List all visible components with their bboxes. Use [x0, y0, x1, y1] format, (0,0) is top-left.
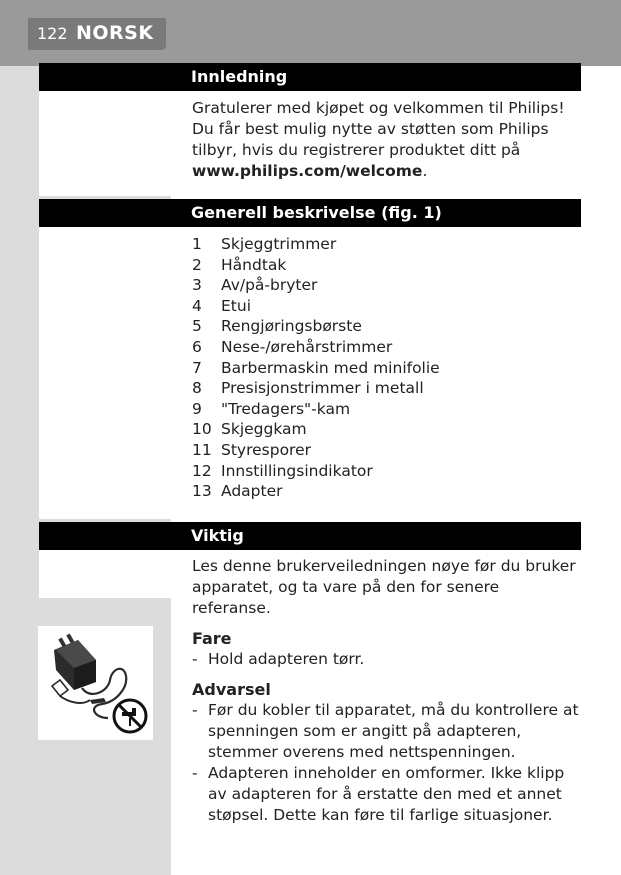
- list-item-label: Barbermaskin med minifolie: [221, 358, 440, 377]
- intro-text-end: .: [422, 162, 428, 180]
- list-item: [192, 419, 582, 440]
- list-item-number: 7: [192, 358, 202, 377]
- section-title-important: Viktig: [191, 526, 244, 545]
- important-content: [192, 556, 582, 826]
- section-bar-intro: [39, 63, 581, 91]
- parts-list: [192, 234, 582, 502]
- bullet-item: [192, 649, 582, 670]
- list-item-label: "Tredagers"-kam: [221, 399, 351, 418]
- list-item-label: Nese-/ørehårstrimmer: [221, 337, 393, 356]
- intro-paragraph: [192, 98, 582, 182]
- philips-link[interactable]: www.philips.com/welcome: [192, 162, 423, 180]
- bullet-dash: -: [192, 764, 198, 782]
- list-item: [192, 255, 582, 276]
- bullet-text: Før du kobler til apparatet, må du kontrollere at spenningen som er angitt på adapteren, stemmer overens med nettspenningen.: [208, 701, 579, 761]
- list-item-label: Skjeggkam: [221, 420, 307, 439]
- list-item-number: 2: [192, 255, 202, 274]
- list-item-number: 4: [192, 296, 202, 315]
- list-item: [192, 461, 582, 482]
- danger-list: [192, 649, 582, 670]
- bullet-dash: -: [192, 650, 198, 668]
- list-item-label: Rengjøringsbørste: [221, 317, 362, 336]
- list-item-label: Håndtak: [221, 255, 287, 274]
- bullet-text: Adapteren inneholder en omformer. Ikke klipp av adapteren for å erstatte den med et annet støpsel. Dette kan føre til farlige situasjoner.: [208, 764, 565, 824]
- intro-text: Gratulerer med kjøpet og velkommen til Philips! Du får best mulig nytte av støtten som Philips tilbyr, hvis du registrerer produktet ditt på: [192, 99, 565, 159]
- bullet-dash: -: [192, 701, 198, 719]
- page-number: 122: [37, 24, 68, 43]
- adapter-no-water-icon: [38, 626, 153, 740]
- section-bar-general: [39, 199, 581, 227]
- list-item-label: Innstillingsindikator: [221, 461, 373, 480]
- list-item-label: Adapter: [221, 482, 283, 501]
- section-title-general: Generell beskrivelse (fig. 1): [191, 203, 442, 222]
- list-item-number: 13: [192, 482, 212, 501]
- list-item: [192, 275, 582, 296]
- margin-strip-important: [39, 550, 171, 598]
- list-item: [192, 399, 582, 420]
- list-item: [192, 234, 582, 255]
- list-item-number: 12: [192, 461, 212, 480]
- list-item-number: 8: [192, 379, 202, 398]
- adapter-illustration: [38, 626, 153, 740]
- bullet-item: [192, 763, 582, 826]
- list-item: [192, 296, 582, 317]
- warning-list: [192, 700, 582, 826]
- bullet-item: [192, 700, 582, 763]
- list-item-number: 5: [192, 317, 202, 336]
- margin-strip-general: [39, 227, 171, 519]
- list-item: [192, 358, 582, 379]
- warning-heading: Advarsel: [192, 680, 271, 699]
- list-item-number: 6: [192, 337, 202, 356]
- list-item-label: Etui: [221, 296, 252, 315]
- page-language: NORSK: [76, 22, 154, 44]
- list-item: [192, 481, 582, 502]
- list-item-number: 9: [192, 399, 202, 418]
- list-item: [192, 316, 582, 337]
- section-bar-important: [39, 522, 581, 550]
- list-item-label: Presisjonstrimmer i metall: [221, 379, 424, 398]
- section-title-intro: Innledning: [191, 67, 288, 86]
- list-item-number: 1: [192, 235, 202, 253]
- margin-strip-intro: [39, 91, 171, 196]
- list-item-number: 11: [192, 440, 212, 459]
- danger-heading: Fare: [192, 629, 232, 648]
- list-item-label: Styresporer: [221, 440, 311, 459]
- list-item-label: Av/på-bryter: [221, 276, 318, 295]
- list-item: [192, 337, 582, 358]
- list-item-number: 3: [192, 276, 202, 295]
- bullet-text: Hold adapteren tørr.: [208, 650, 365, 668]
- important-intro: Les denne brukerveiledningen nøye før du bruker apparatet, og ta vare på den for senere referanse.: [192, 557, 576, 617]
- list-item-number: 10: [192, 420, 212, 439]
- list-item: [192, 378, 582, 399]
- list-item-label: Skjeggtrimmer: [221, 235, 337, 253]
- list-item: [192, 440, 582, 461]
